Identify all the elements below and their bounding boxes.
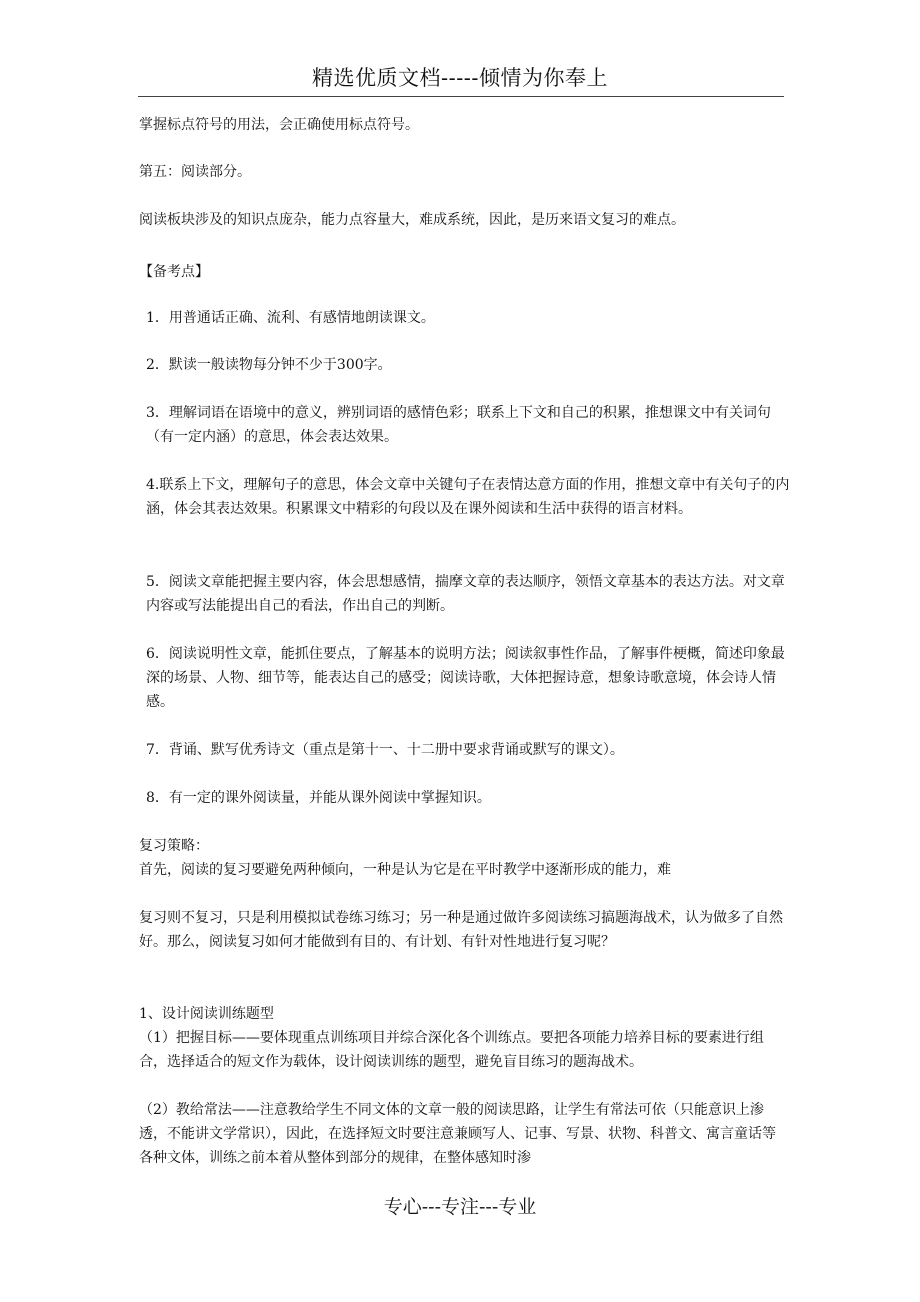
paragraph-reading-intro: 阅读板块涉及的知识点庞杂，能力点容量大，难成系统，因此，是历来语文复习的难点。 <box>139 212 685 228</box>
exam-point-7: 7．背诵、默写优秀诗文（重点是第十一、十二册中要求背诵或默写的课文）。 <box>146 742 624 758</box>
exam-point-5: 5．阅读文章能把握主要内容，体会思想感情，揣摩文章的表达顺序，领悟文章基本的表达方法。对文章内容或写法能提出自己的看法，作出自己的判断。 <box>146 574 785 614</box>
exam-point-2: 2．默读一般读物每分钟不少于300字。 <box>146 357 392 373</box>
strategy-paragraph: 复习则不复习，只是利用模拟试卷练习练习；另一种是通过做许多阅读练习搞题海战术，认为做多了自然好。那么，阅读复习如何才能做到有目的、有计划、有针对性地进行复习呢？ <box>139 910 783 950</box>
header-divider <box>138 96 784 97</box>
exam-point-6: 6．阅读说明性文章，能抓住要点，了解基本的说明方法；阅读叙事性作品，了解事件梗概，简述印象最深的场景、人物、细节等，能表达自己的感受；阅读诗歌，大体把握诗意，想象诗歌意境，体会诗人情感。 <box>146 646 785 710</box>
section-1-item-2: （2）教给常法——注意教给学生不同文体的文章一般的阅读思路，让学生有常法可依（只能意识上渗透，不能讲文学常识），因此，在选择短文时要注意兼顾写人、记事、写景、状物、科普文、寓言童话等各种文体，训练之前本着从整体到部分的规律，在整体感知时渗 <box>139 1102 776 1166</box>
heading-exam-points: 【备考点】 <box>139 264 209 280</box>
page-footer: 专心---专注---专业 <box>383 1196 537 1218</box>
exam-point-4: 4.联系上下文，理解句子的意思，体会文章中关键句子在表情达意方面的作用，推想文章中有关句子的内涵，体会其表达效果。积累课文中精彩的句段以及在课外阅读和生活中获得的语言材料。 <box>146 477 790 517</box>
exam-point-1: 1．用普通话正确、流利、有感情地朗读课文。 <box>146 310 435 326</box>
exam-point-3: 3．理解词语在语境中的意义，辨别词语的感情色彩；联系上下文和自己的积累，推想课文中有关词句（有一定内涵）的意思，体会表达效果。 <box>146 405 771 445</box>
page-header-title: 精选优质文档-----倾情为你奉上 <box>312 66 608 90</box>
strategy-line-1: 首先，阅读的复习要避免两种倾向，一种是认为它是在平时教学中逐渐形成的能力，难 <box>139 862 671 878</box>
section-1-item-1: （1）把握目标——要体现重点训练项目并综合深化各个训练点。要把各项能力培养目标的要素进行组合，选择适合的短文作为载体，设计阅读训练的题型，避免盲目练习的题海战术。 <box>139 1030 764 1070</box>
paragraph-punctuation: 掌握标点符号的用法，会正确使用标点符号。 <box>139 117 419 133</box>
section-1-title: 1、设计阅读训练题型 <box>139 1006 274 1022</box>
exam-point-8: 8．有一定的课外阅读量，并能从课外阅读中掌握知识。 <box>146 790 491 806</box>
strategy-label: 复习策略： <box>139 838 209 854</box>
paragraph-section-five: 第五：阅读部分。 <box>139 164 251 180</box>
